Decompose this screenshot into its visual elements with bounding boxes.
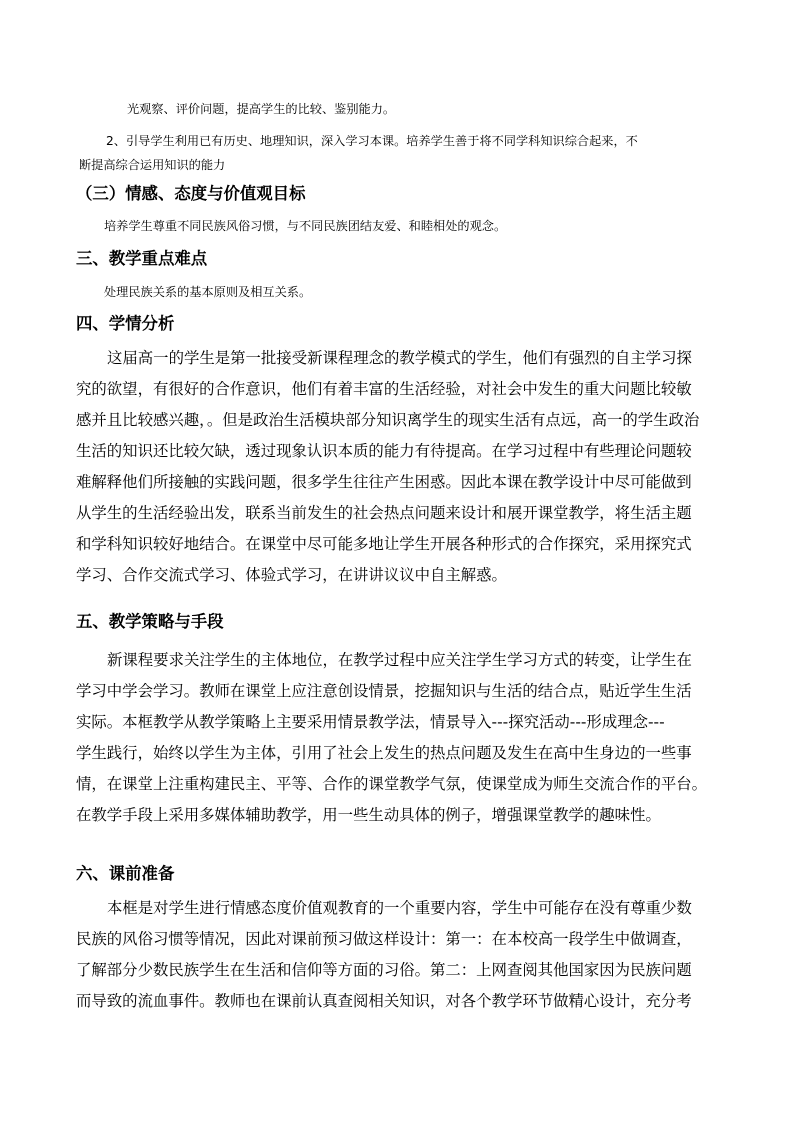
preparation-line: 民族的风俗习惯等情况，因此对课前预习做这样设计：第一：在本校高一段学生中做调查， (76, 930, 692, 948)
section-heading-learner-analysis: 四、学情分析 (76, 314, 175, 333)
section-heading-preparation: 六、课前准备 (76, 864, 175, 883)
objective-item-2-line-2: 断提高综合运用知识的能力 (79, 158, 226, 172)
section-heading-strategy: 五、教学策略与手段 (76, 612, 224, 631)
strategy-line: 实际。本框教学从教学策略上主要采用情景教学法，情景导入---探究活动---形成理念--- (76, 713, 665, 731)
attitude-values-text: 培养学生尊重不同民族风俗习惯，与不同民族团结友爱、和睦相处的观念。 (104, 219, 507, 233)
strategy-line: 学生践行，始终以学生为主体，引用了社会上发生的热点问题及发生在高中生身边的一些事 (76, 744, 692, 762)
learner-analysis-line: 这届高一的学生是第一批接受新课程理念的教学模式的学生，他们有强烈的自主学习探 (107, 349, 692, 367)
preparation-line: 了解部分少数民族学生在生活和信仰等方面的习俗。第二：上网查阅其他国家因为民族问题 (76, 961, 692, 979)
strategy-line: 新课程要求关注学生的主体地位，在教学过程中应关注学生学习方式的转变，让学生在 (107, 651, 692, 669)
strategy-line: 学习中学会学习。教师在课堂上应注意创设情景，挖掘知识与生活的结合点，贴近学生生活 (76, 682, 692, 700)
learner-analysis-line: 难解释他们所接触的实践问题，很多学生往往产生困惑。因此本课在教学设计中尽可能做到 (76, 473, 692, 491)
section-heading-key-points: 三、教学重点难点 (76, 249, 208, 268)
objective-continuation-line: 光观察、评价问题，提高学生的比较、鉴别能力。 (127, 102, 396, 116)
learner-analysis-line: 感并且比较感兴趣，。但是政治生活模块部分知识离学生的现实生活有点远，高一的学生政治 (76, 411, 700, 429)
learner-analysis-line: 学习、合作交流式学习、体验式学习，在讲讲议议中自主解惑。 (76, 566, 507, 584)
learner-analysis-line: 和学科知识较好地结合。在课堂中尽可能多地让学生开展各种形式的合作探究，采用探究式 (76, 535, 692, 553)
preparation-line: 本框是对学生进行情感态度价值观教育的一个重要内容，学生中可能存在没有尊重少数 (107, 899, 692, 917)
learner-analysis-line: 究的欲望，有很好的合作意识，他们有着丰富的生活经验，对社会中发生的重大问题比较敏 (76, 380, 692, 398)
key-points-text: 处理民族关系的基本原则及相互关系。 (104, 285, 312, 299)
preparation-line: 而导致的流血事件。教师也在课前认真查阅相关知识，对各个教学环节做精心设计，充分考 (76, 992, 692, 1010)
learner-analysis-line: 从学生的生活经验出发，联系当前发生的社会热点问题来设计和展开课堂教学，将生活主题 (76, 504, 692, 522)
strategy-line: 情，在课堂上注重构建民主、平等、合作的课堂教学气氛，使课堂成为师生交流合作的平台。 (76, 775, 708, 793)
strategy-line: 在教学手段上采用多媒体辅助教学，用一些生动具体的例子，增强课堂教学的趣味性。 (76, 806, 661, 824)
objective-item-2-line-1: 2、引导学生利用已有历史、地理知识，深入学习本课。培养学生善于将不同学科知识综合起来，不 (106, 134, 638, 148)
learner-analysis-line: 生活的知识还比较欠缺，透过现象认识本质的能力有待提高。在学习过程中有些理论问题较 (76, 442, 692, 460)
subsection-heading-attitude-values: （三）情感、态度与价值观目标 (76, 184, 306, 203)
